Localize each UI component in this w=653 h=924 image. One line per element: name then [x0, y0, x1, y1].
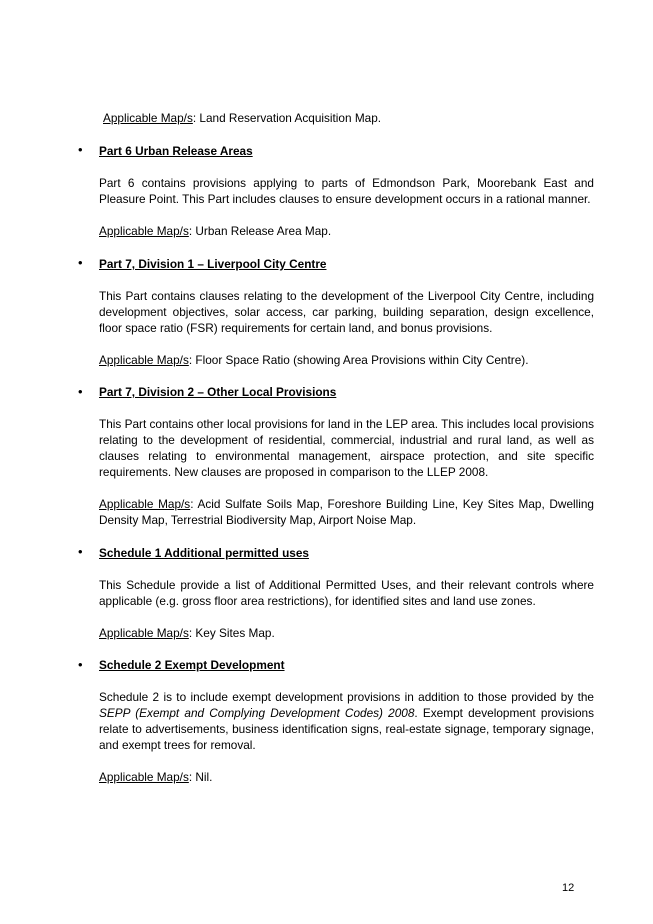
section-heading: Part 7, Division 1 – Liverpool City Centre [99, 257, 327, 271]
section-applicable-maps [99, 769, 212, 785]
applicable-maps-label: Applicable Map/s [99, 497, 191, 511]
bullet-icon: • [78, 657, 83, 672]
bullet-icon: • [78, 255, 83, 270]
section-applicable-maps [99, 625, 275, 641]
page-number: 12 [562, 882, 575, 894]
bullet-icon: • [78, 142, 83, 157]
applicable-maps-value: : Acid Sulfate Soils Map, Foreshore Building Line, Key Sites Map, Dwelling Density Map, Terrestrial Biodiversity Map, Airport Noise Map. [99, 497, 594, 527]
applicable-maps-label: Applicable Map/s [99, 626, 189, 640]
section-body: This Part contains clauses relating to the development of the Liverpool City Centre, including development objectives, solar access, car parking, building separation, design excellence, floor space ratio (FSR) requirements for certain land, and bonus provisions. [99, 289, 594, 335]
applicable-maps-label: Applicable Map/s [99, 224, 189, 238]
applicable-maps-value: : Key Sites Map. [188, 626, 275, 640]
applicable-maps-value: : Urban Release Area Map. [188, 224, 332, 238]
applicable-maps-label: Applicable Map/s [99, 353, 189, 367]
applicable-maps-value: : Land Reservation Acquisition Map. [192, 111, 382, 125]
section-body-text: . Exempt development provisions relate to advertisements, business identification signs, real-estate signage, temporary signage, and exempt trees for removal. [99, 706, 594, 752]
applicable-maps-label: Applicable Map/s [99, 770, 189, 784]
section-applicable-maps [99, 496, 594, 528]
section-body-citation: SEPP (Exempt and Complying Development Codes) 2008 [99, 706, 415, 720]
section-applicable-maps [99, 352, 528, 368]
section-heading: Schedule 2 Exempt Development [99, 658, 285, 672]
bullet-icon: • [78, 384, 83, 399]
section-body: Part 6 contains provisions applying to parts of Edmondson Park, Moorebank East and Pleasure Point. This Part includes clauses to ensure development occurs in a rational manner. [99, 176, 594, 206]
section-body: This Part contains other local provisions for land in the LEP area. This includes local provisions relating to the development of residential, commercial, industrial and rural land, as well as clauses relating to environmental management, airspace protection, and site specific requirements. New clauses are proposed in comparison to the LLEP 2008. [99, 417, 594, 479]
section-body-text: Schedule 2 is to include exempt development provisions in addition to those provided by the [99, 690, 594, 704]
applicable-maps-value: : Nil. [188, 770, 213, 784]
intro-applicable-maps [103, 110, 381, 126]
applicable-maps-value: : Floor Space Ratio (showing Area Provisions within City Centre). [188, 353, 529, 367]
section-body: This Schedule provide a list of Additional Permitted Uses, and their relevant controls where applicable (e.g. gross floor area restrictions), for identified sites and land use zones. [99, 578, 594, 608]
bullet-icon: • [78, 544, 83, 559]
section-body [99, 689, 594, 753]
section-heading: Part 7, Division 2 – Other Local Provisions [99, 385, 337, 399]
section-heading: Part 6 Urban Release Areas [99, 144, 253, 158]
section-applicable-maps [99, 223, 331, 239]
applicable-maps-label: Applicable Map/s [103, 111, 193, 125]
section-heading: Schedule 1 Additional permitted uses [99, 546, 309, 560]
